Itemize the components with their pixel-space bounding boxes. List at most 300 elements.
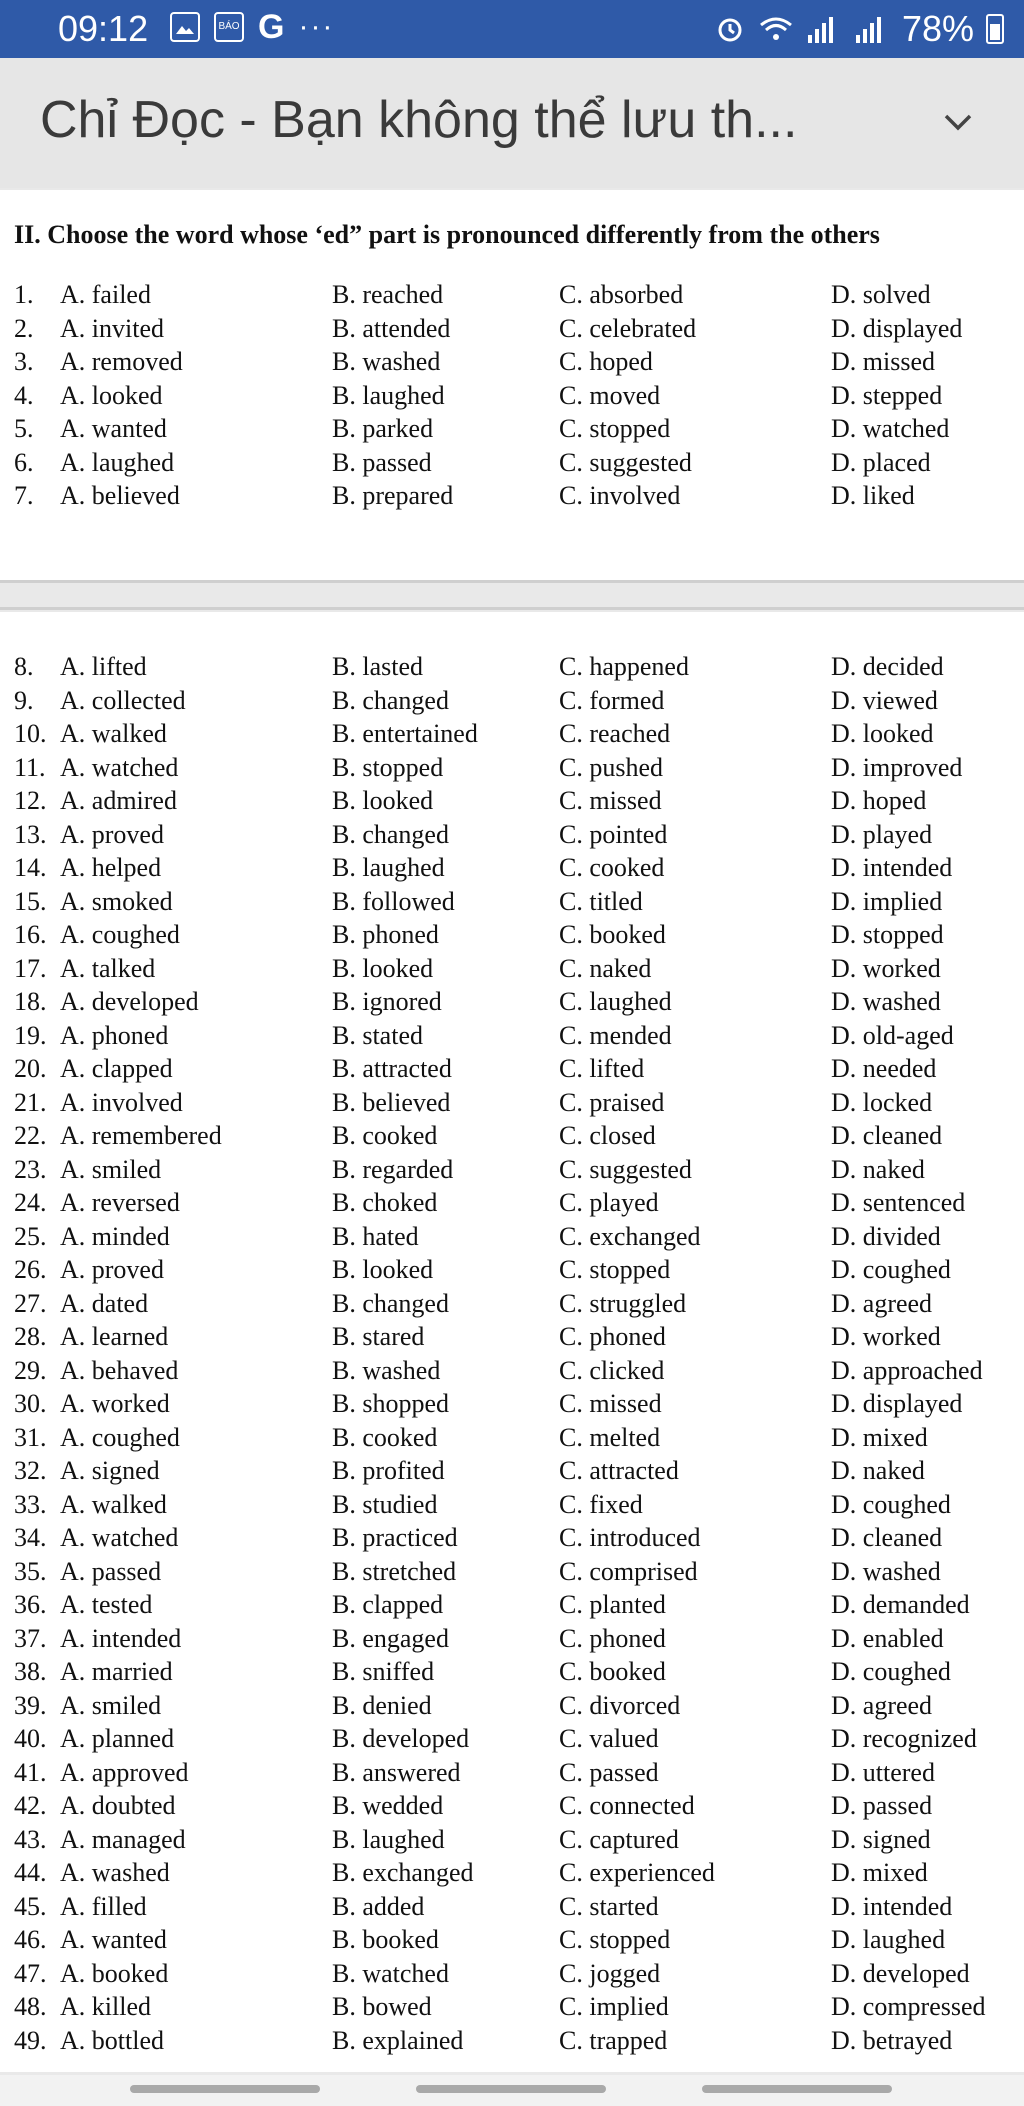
option-d: D. coughed (831, 1657, 951, 1686)
option-b: B. laughed (332, 380, 445, 410)
question-row (0, 1624, 1024, 1657)
option-c: C. praised (559, 1087, 665, 1117)
option-d: D. cleaned (831, 1523, 943, 1552)
option-d: D. naked (831, 1456, 925, 1485)
question-number: 25. (14, 1221, 47, 1251)
question-row (0, 1423, 1024, 1456)
option-b: B. hated (332, 1221, 419, 1251)
document-header (0, 58, 1024, 188)
option-a: A. signed (60, 1456, 160, 1485)
question-number: 8. (14, 652, 34, 681)
notification-icons (170, 8, 335, 46)
option-c: C. naked (559, 953, 652, 983)
option-d: D. sentenced (831, 1188, 966, 1217)
option-d: D. intended (831, 1891, 953, 1921)
option-d: D. stopped (831, 920, 944, 949)
option-a: A. believed (60, 481, 180, 510)
option-d: D. liked (831, 481, 915, 510)
option-a: A. worked (60, 1389, 170, 1418)
option-c: C. melted (559, 1422, 661, 1452)
option-d: D. approached (831, 1355, 983, 1385)
option-b: B. watched (332, 1958, 449, 1988)
option-a: A. wanted (60, 414, 167, 443)
question-row (0, 1523, 1024, 1556)
option-a: A. walked (60, 1489, 167, 1519)
option-b: B. washed (332, 347, 441, 376)
option-d: D. locked (831, 1087, 933, 1117)
battery-icon (986, 14, 1004, 44)
option-d: D. passed (831, 1791, 933, 1820)
question-number: 11. (14, 752, 46, 782)
option-c: C. experienced (559, 1858, 715, 1887)
question-number: 14. (14, 853, 47, 882)
status-bar (0, 0, 1024, 58)
question-row (0, 820, 1024, 853)
option-b: B. denied (332, 1690, 432, 1720)
question-row (0, 1389, 1024, 1422)
question-number: 16. (14, 920, 47, 949)
option-b: B. developed (332, 1724, 470, 1753)
question-number: 32. (14, 1456, 47, 1485)
option-d: D. decided (831, 652, 944, 681)
question-row (0, 719, 1024, 752)
question-row (0, 1758, 1024, 1791)
question-row (0, 347, 1024, 380)
question-number: 34. (14, 1523, 47, 1552)
question-number: 23. (14, 1154, 47, 1184)
option-c: C. formed (559, 685, 665, 715)
option-a: A. behaved (60, 1355, 179, 1385)
option-b: B. cooked (332, 1422, 438, 1452)
option-d: D. recognized (831, 1724, 977, 1753)
option-b: B. attended (332, 313, 451, 343)
option-d: D. missed (831, 347, 935, 376)
option-d: D. divided (831, 1221, 941, 1251)
option-a: A. helped (60, 853, 162, 882)
option-c: C. connected (559, 1791, 695, 1820)
question-number: 13. (14, 819, 47, 849)
question-number: 42. (14, 1791, 47, 1820)
nav-pill[interactable] (416, 2085, 606, 2093)
option-d: D. enabled (831, 1623, 944, 1653)
option-d: D. developed (831, 1958, 970, 1988)
option-d: D. implied (831, 886, 943, 916)
option-b: B. believed (332, 1087, 451, 1117)
question-row (0, 987, 1024, 1020)
question-row (0, 1992, 1024, 2025)
option-c: C. attracted (559, 1456, 679, 1485)
option-c: C. cooked (559, 853, 665, 882)
option-c: C. stopped (559, 414, 671, 443)
option-b: B. ignored (332, 987, 442, 1016)
option-c: C. hoped (559, 347, 653, 376)
option-b: B. shopped (332, 1389, 449, 1418)
question-row (0, 1356, 1024, 1389)
option-c: C. introduced (559, 1523, 701, 1552)
question-row (0, 314, 1024, 347)
option-c: C. suggested (559, 447, 692, 477)
question-row (0, 381, 1024, 414)
option-d: D. solved (831, 280, 931, 309)
option-b: B. studied (332, 1489, 438, 1519)
option-d: D. viewed (831, 685, 938, 715)
option-b: B. entertained (332, 719, 478, 748)
option-a: A. looked (60, 380, 163, 410)
option-a: A. married (60, 1657, 173, 1686)
option-c: C. struggled (559, 1288, 687, 1318)
option-d: D. betrayed (831, 2025, 953, 2055)
option-a: A. invited (60, 313, 164, 343)
question-row (0, 1222, 1024, 1255)
option-a: A. doubted (60, 1791, 176, 1820)
question-number: 30. (14, 1389, 47, 1418)
question-row (0, 920, 1024, 953)
question-row (0, 414, 1024, 447)
alarm-icon (714, 13, 746, 45)
option-d: D. old-aged (831, 1020, 954, 1050)
question-row (0, 1322, 1024, 1355)
question-number: 20. (14, 1054, 47, 1083)
question-number: 47. (14, 1958, 47, 1988)
navigation-bar (0, 2075, 1024, 2106)
more-icon: ··· (298, 10, 335, 43)
question-number: 48. (14, 1992, 47, 2021)
question-number: 43. (14, 1824, 47, 1854)
option-b: B. changed (332, 685, 449, 715)
option-c: C. played (559, 1188, 659, 1217)
question-number: 22. (14, 1121, 47, 1150)
option-d: D. played (831, 819, 933, 849)
option-b: B. clapped (332, 1590, 444, 1619)
option-a: A. filled (60, 1891, 147, 1921)
option-d: D. worked (831, 1322, 941, 1351)
question-row (0, 1456, 1024, 1489)
option-d: D. stepped (831, 380, 943, 410)
option-a: A. developed (60, 987, 199, 1016)
option-c: C. missed (559, 786, 662, 815)
option-a: A. minded (60, 1221, 170, 1251)
option-c: C. closed (559, 1121, 656, 1150)
option-a: A. booked (60, 1958, 169, 1988)
question-number: 39. (14, 1690, 47, 1720)
option-b: B. changed (332, 819, 449, 849)
option-d: D. mixed (831, 1858, 928, 1887)
system-icons (714, 8, 1004, 50)
option-b: B. regarded (332, 1154, 454, 1184)
question-number: 40. (14, 1724, 47, 1753)
option-c: C. happened (559, 652, 689, 681)
option-a: A. lifted (60, 652, 147, 681)
option-a: A. dated (60, 1288, 149, 1318)
page-divider (0, 607, 1024, 610)
option-a: A. watched (60, 1523, 179, 1552)
question-number: 17. (14, 953, 47, 983)
question-number: 26. (14, 1255, 47, 1284)
option-c: C. missed (559, 1389, 662, 1418)
option-c: C. pushed (559, 752, 663, 782)
option-c: C. celebrated (559, 313, 697, 343)
option-c: C. captured (559, 1824, 679, 1854)
question-number: 49. (14, 2025, 47, 2055)
question-row (0, 1858, 1024, 1891)
option-c: C. booked (559, 1657, 666, 1686)
option-a: A. coughed (60, 920, 180, 949)
option-c: C. mended (559, 1020, 672, 1050)
option-b: B. laughed (332, 853, 445, 882)
exercise-heading: II. Choose the word whose ‘ed” part is pronounced differently from the others (14, 220, 880, 249)
option-a: A. killed (60, 1992, 151, 2021)
question-number: 15. (14, 886, 47, 916)
option-b: B. engaged (332, 1623, 449, 1653)
question-row (0, 954, 1024, 987)
option-a: A. intended (60, 1623, 182, 1653)
option-b: B. stated (332, 1020, 423, 1050)
option-a: A. learned (60, 1322, 169, 1351)
option-c: C. implied (559, 1992, 669, 2021)
option-c: C. absorbed (559, 280, 684, 309)
status-time: 09:12 (58, 8, 149, 49)
option-b: B. bowed (332, 1992, 432, 2021)
question-row (0, 652, 1024, 685)
question-row (0, 753, 1024, 786)
option-b: B. practiced (332, 1523, 458, 1552)
option-c: C. laughed (559, 987, 672, 1016)
question-number: 35. (14, 1556, 47, 1586)
option-a: A. proved (60, 1255, 164, 1284)
option-c: C. reached (559, 719, 671, 748)
option-d: D. naked (831, 1154, 925, 1184)
option-c: C. exchanged (559, 1221, 701, 1251)
question-row (0, 887, 1024, 920)
option-a: A. coughed (60, 1422, 180, 1452)
question-number: 21. (14, 1087, 47, 1117)
option-c: C. pointed (559, 819, 668, 849)
option-b: B. explained (332, 2025, 464, 2055)
question-row (0, 1121, 1024, 1154)
option-b: B. added (332, 1891, 425, 1921)
option-c: C. passed (559, 1757, 659, 1787)
option-a: A. talked (60, 953, 156, 983)
option-d: D. worked (831, 953, 941, 983)
option-d: D. looked (831, 719, 934, 748)
option-c: C. comprised (559, 1556, 698, 1586)
question-row (0, 1925, 1024, 1958)
option-c: C. clicked (559, 1355, 665, 1385)
option-c: C. titled (559, 886, 643, 916)
google-icon: G (258, 8, 285, 46)
option-b: B. stretched (332, 1556, 457, 1586)
option-b: B. looked (332, 1255, 434, 1284)
nav-pill[interactable] (702, 2085, 892, 2093)
option-d: D. cleaned (831, 1121, 943, 1150)
document-page-2 (0, 612, 1024, 2072)
option-a: A. smiled (60, 1690, 162, 1720)
wifi-icon (758, 13, 794, 45)
question-number: 3. (14, 347, 34, 376)
question-number: 31. (14, 1422, 47, 1452)
question-row (0, 1691, 1024, 1724)
option-d: D. coughed (831, 1489, 951, 1519)
option-b: B. laughed (332, 1824, 445, 1854)
option-a: A. involved (60, 1087, 183, 1117)
option-b: B. profited (332, 1456, 445, 1485)
option-b: B. attracted (332, 1054, 452, 1083)
option-a: A. clapped (60, 1054, 173, 1083)
question-number: 41. (14, 1757, 47, 1787)
question-number: 9. (14, 685, 34, 715)
question-row (0, 1490, 1024, 1523)
option-a: A. planned (60, 1724, 175, 1753)
question-number: 10. (14, 719, 47, 748)
option-d: D. agreed (831, 1288, 933, 1318)
news-icon: BÁO (214, 12, 244, 42)
option-c: C. booked (559, 920, 666, 949)
option-d: D. improved (831, 752, 963, 782)
option-a: A. tested (60, 1590, 153, 1619)
option-c: C. moved (559, 380, 661, 410)
question-number: 37. (14, 1623, 47, 1653)
option-b: B. booked (332, 1925, 439, 1954)
document-title: Chỉ Đọc - Bạn không thể lưu th... (40, 91, 798, 149)
option-b: B. prepared (332, 481, 454, 510)
option-a: A. smiled (60, 1154, 162, 1184)
option-a: A. collected (60, 685, 186, 715)
battery-percent: 78% (901, 8, 974, 49)
option-b: B. cooked (332, 1121, 438, 1150)
option-c: C. valued (559, 1724, 659, 1753)
option-c: C. divorced (559, 1690, 681, 1720)
nav-pill[interactable] (130, 2085, 320, 2093)
question-row (0, 686, 1024, 719)
option-c: C. started (559, 1891, 659, 1921)
option-b: B. sniffed (332, 1657, 435, 1686)
option-c: C. stopped (559, 1255, 671, 1284)
signal-icon-2 (854, 13, 890, 45)
option-d: D. laughed (831, 1925, 946, 1954)
option-b: B. exchanged (332, 1858, 474, 1887)
option-d: D. uttered (831, 1757, 935, 1787)
question-row (0, 1724, 1024, 1757)
option-a: A. passed (60, 1556, 162, 1586)
question-row (0, 853, 1024, 886)
option-c: C. jogged (559, 1958, 661, 1988)
question-number: 28. (14, 1322, 47, 1351)
chevron-down-icon[interactable] (940, 110, 976, 134)
option-a: A. bottled (60, 2025, 164, 2055)
option-b: B. looked (332, 786, 434, 815)
option-b: B. stared (332, 1322, 425, 1351)
option-a: A. remembered (60, 1121, 222, 1150)
option-d: D. demanded (831, 1590, 970, 1619)
option-d: D. displayed (831, 313, 963, 343)
option-c: C. planted (559, 1590, 666, 1619)
question-row (0, 481, 1024, 514)
question-row (0, 1289, 1024, 1322)
question-row (0, 280, 1024, 313)
option-a: A. proved (60, 819, 164, 849)
option-a: A. managed (60, 1824, 186, 1854)
option-b: B. washed (332, 1355, 441, 1385)
option-b: B. followed (332, 886, 455, 916)
question-row (0, 1557, 1024, 1590)
question-row (0, 1021, 1024, 1054)
page-divider (0, 580, 1024, 583)
question-number: 33. (14, 1489, 47, 1519)
option-c: C. trapped (559, 2025, 668, 2055)
option-b: B. stopped (332, 752, 444, 782)
option-d: D. placed (831, 447, 931, 477)
question-row (0, 1188, 1024, 1221)
document-page-1 (0, 190, 1024, 580)
question-row (0, 1088, 1024, 1121)
question-row (0, 1791, 1024, 1824)
option-a: A. phoned (60, 1020, 169, 1050)
question-number: 18. (14, 987, 47, 1016)
option-b: B. reached (332, 280, 444, 309)
option-d: D. mixed (831, 1422, 928, 1452)
signal-icon (806, 13, 842, 45)
question-number: 46. (14, 1925, 47, 1954)
question-number: 4. (14, 380, 34, 410)
option-a: A. wanted (60, 1925, 167, 1954)
question-row (0, 1892, 1024, 1925)
option-d: D. intended (831, 853, 953, 882)
question-number: 36. (14, 1590, 47, 1619)
option-c: C. suggested (559, 1154, 692, 1184)
question-row (0, 786, 1024, 819)
option-a: A. laughed (60, 447, 175, 477)
option-a: A. approved (60, 1757, 189, 1787)
option-d: D. needed (831, 1054, 937, 1083)
option-a: A. failed (60, 280, 151, 309)
option-d: D. signed (831, 1824, 931, 1854)
option-c: C. lifted (559, 1054, 645, 1083)
question-number: 44. (14, 1858, 47, 1887)
question-number: 6. (14, 447, 34, 477)
option-c: C. stopped (559, 1925, 671, 1954)
option-c: C. phoned (559, 1623, 666, 1653)
question-number: 12. (14, 786, 47, 815)
option-c: C. fixed (559, 1489, 643, 1519)
option-d: D. washed (831, 987, 941, 1016)
question-number: 27. (14, 1288, 47, 1318)
option-d: D. displayed (831, 1389, 963, 1418)
option-b: B. choked (332, 1188, 438, 1217)
image-icon (170, 12, 200, 42)
question-number: 45. (14, 1891, 47, 1921)
option-b: B. lasted (332, 652, 423, 681)
option-d: D. washed (831, 1556, 941, 1586)
option-c: C. involved (559, 481, 681, 510)
question-number: 2. (14, 313, 34, 343)
option-a: A. washed (60, 1858, 170, 1887)
question-row (0, 1255, 1024, 1288)
option-b: B. passed (332, 447, 432, 477)
question-row (0, 1825, 1024, 1858)
option-b: B. wedded (332, 1791, 444, 1820)
option-a: A. reversed (60, 1188, 180, 1217)
question-number: 1. (14, 280, 34, 309)
question-row (0, 1657, 1024, 1690)
option-a: A. smoked (60, 886, 173, 916)
option-a: A. admired (60, 786, 177, 815)
option-c: C. phoned (559, 1322, 666, 1351)
question-row (0, 1590, 1024, 1623)
option-b: B. parked (332, 414, 434, 443)
question-row (0, 1959, 1024, 1992)
option-b: B. looked (332, 953, 434, 983)
option-a: A. watched (60, 752, 179, 782)
